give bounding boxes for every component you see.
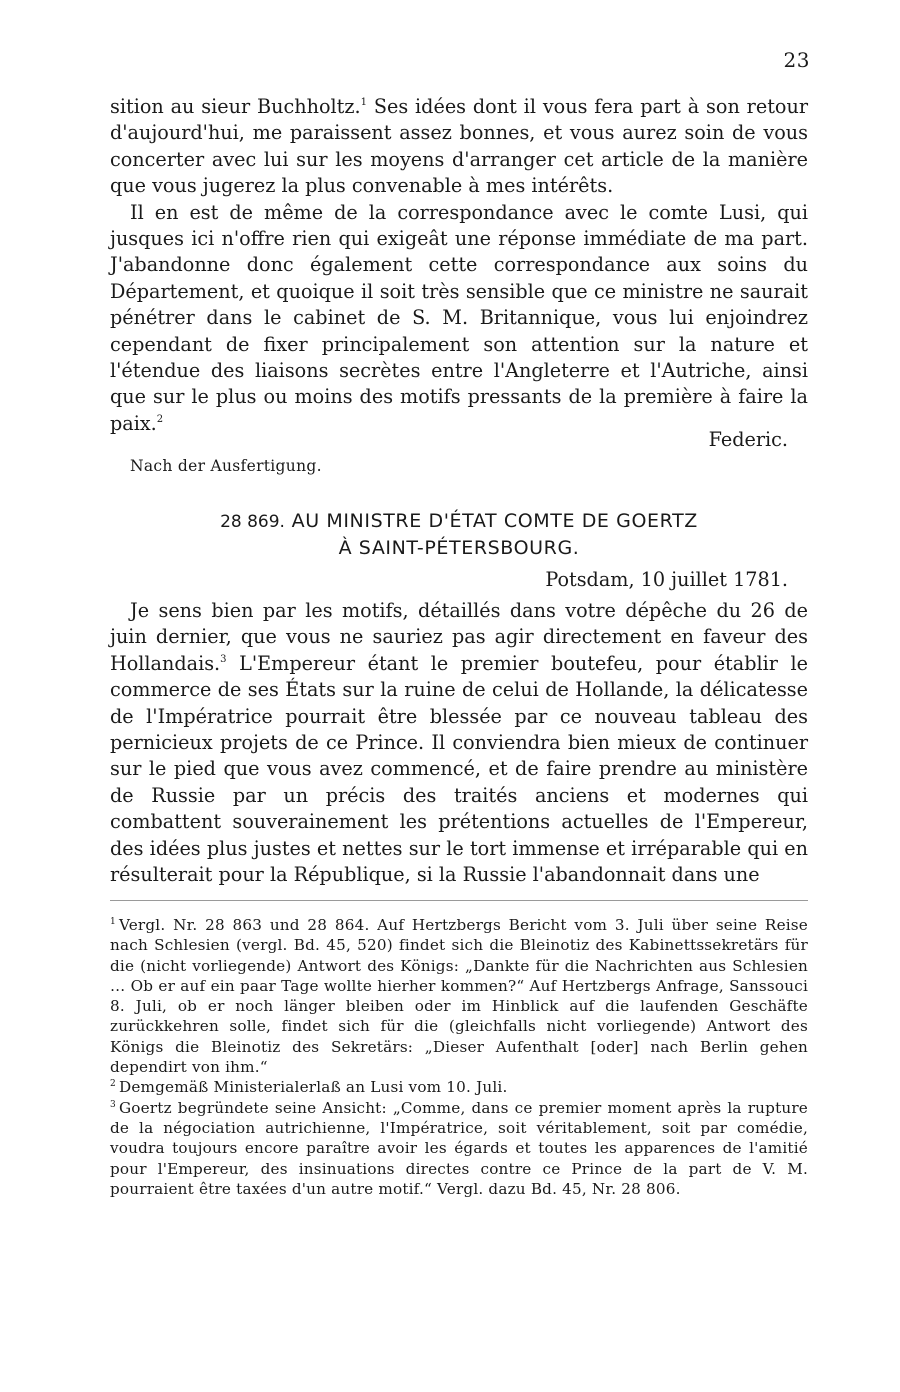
body-part-1: Je sens bien par les motifs, détaillés dans votre dépêche du 26 de juin dernier, que vous ne sauriez pas agir directement en faveur des Hollandais. (110, 599, 808, 675)
dateline: Potsdam, 10 juillet 1781. (545, 568, 788, 591)
paragraph-1 (110, 94, 808, 200)
paragraph-1-rest: Ses idées dont il vous fera part à son retour d'aujourd'hui, me paraissent assez bonnes, et vous aurez soin de vous concerter avec lui sur les moyens d'arranger cet article de la manière que vous jugerez la plus convenable à mes intérêts. (110, 95, 808, 198)
heading-addressee: AU MINISTRE D'ÉTAT COMTE DE GOERTZ (291, 510, 698, 532)
page-number: 23 (783, 48, 810, 72)
body-paragraph (110, 598, 808, 888)
heading-line-2: À SAINT-PÉTERSBOURG. (338, 537, 580, 559)
footnote-1 (110, 915, 808, 1077)
footnote-2-text: Demgemäß Ministerialerlaß an Lusi vom 10. Juli. (118, 1078, 508, 1097)
footnotes (110, 915, 808, 1199)
signature: Federic. (708, 428, 788, 451)
footnote-ref-1: 1 (360, 97, 367, 108)
footnote-3 (110, 1098, 808, 1199)
footnote-ref-2: 2 (156, 413, 164, 425)
document-body (110, 598, 808, 888)
paragraph-1-lead: sition au sieur Buchholtz. (110, 95, 361, 118)
document-number: 28 869. (220, 512, 285, 532)
footnote-ref-3: 3 (220, 653, 227, 665)
body-part-2: L'Empereur étant le premier boutefeu, pour établir le commerce de ses États sur la ruine de celui de Hollande, la délicatesse de l'Impératrice pourrait être blessée par ce nouveau tableau des pernicieux projets de ce Prince. Il conviendra bien mieux de continuer sur le pied que vous avez commencé, et de faire prendre au ministère de Russie par un précis des traités anciens et modernes qui combattent souverainement les prétentions actuelles de l'Empereur, des idées plus justes et nettes sur le tort immense et irréparable qui en résulterait pour la République, si la Russie l'abandonnait dans une (110, 651, 808, 887)
paragraph-2 (110, 200, 808, 438)
footnote-divider (110, 900, 808, 901)
source-note: Nach der Ausfertigung. (130, 457, 322, 475)
letter-continuation (110, 94, 808, 437)
footnote-3-mark: 3 (110, 1099, 116, 1110)
paragraph-2-text: Il en est de même de la correspondance avec le comte Lusi, qui jusques ici n'offre rien qui exigeât une réponse immédiate de ma part. J'abandonne donc également cette correspondance aux soins du Département, et quoique il soit très sensible que ce ministre ne saurait pénétrer dans le cabinet de S. M. Britannique, vous lui enjoindrez cependant de fixer principalement son attention sur la nature et l'étendue des liaisons secrètes entre l'Angleterre et l'Autriche, ainsi que sur le plus ou moins des motifs pressants de la première à faire la paix. (110, 200, 808, 435)
footnote-1-mark: 1 (110, 917, 116, 927)
footnote-1-text: Vergl. Nr. 28 863 und 28 864. Auf Hertzbergs Bericht vom 3. Juli über seine Reise nach Schlesien (vergl. Bd. 45, 520) findet sich die Bleinotiz des Kabinettssekretärs für die (nicht vorliegende) Antwort des Königs: „Dankte für die Nachrichten aus Schlesien … Ob er auf ein paar Tage wollte hierher kommen?“ Auf Hertzbergs Anfrage, Sanssouci 8. Juli, ob er noch länger bleiben oder im Hinblick auf die laufenden Geschäfte zurückkehren solle, findet sich für die (gleichfalls nicht vorliegende) Antwort des Königs die Bleinotiz des Sekretärs: „Dieser Aufenthalt [oder] nach Berlin gehen dependirt von ihm.“ (110, 916, 808, 1077)
footnote-2 (110, 1077, 808, 1097)
heading-line-1 (110, 508, 808, 535)
document-heading (110, 508, 808, 561)
footnote-3-text: Goertz begründete seine Ansicht: „Comme, dans ce premier moment après la rupture de la négociation autrichienne, l'Impératrice, soit véritablement, soit par comédie, voudra toujours encore paraître avoir les égards et toutes les apparences de l'amitié pour l'Empereur, des insinuations directes contre ce Prince de la part de V. M. pourraient être taxées d'un autre motif.“ Vergl. dazu Bd. 45, Nr. 28 806. (110, 1098, 808, 1198)
footnote-2-mark: 2 (110, 1079, 116, 1090)
